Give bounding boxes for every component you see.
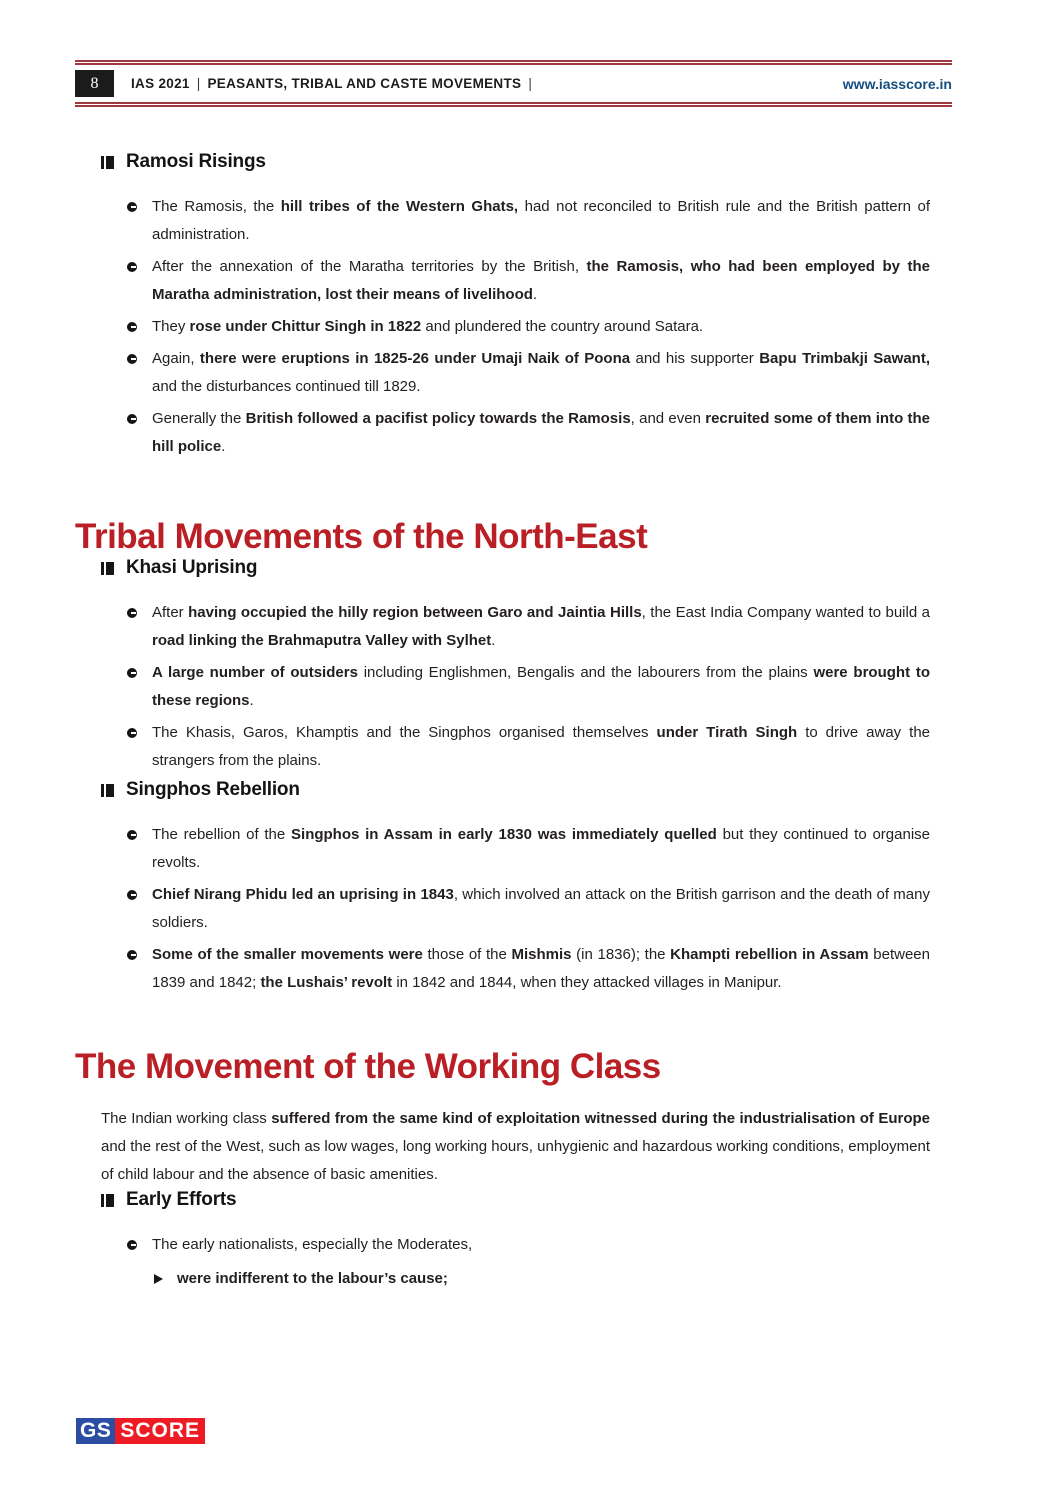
square-bullet-icon bbox=[101, 784, 114, 797]
website-link[interactable]: www.iasscore.in bbox=[842, 75, 952, 92]
circle-bullet-icon bbox=[127, 322, 137, 332]
section-title: Early Efforts bbox=[126, 1189, 237, 1210]
page-number: 8 bbox=[75, 70, 114, 97]
page-content bbox=[0, 107, 1058, 1293]
bullet-text: They rose under Chittur Singh in 1822 and plundered the country around Satara. bbox=[152, 318, 704, 335]
list-item bbox=[127, 719, 930, 775]
header-trailing-separator: | bbox=[528, 76, 533, 91]
early-efforts-bullet-list bbox=[127, 1231, 930, 1293]
circle-bullet-icon bbox=[127, 830, 137, 840]
bullet-text: After having occupied the hilly region between Garo and Jaintia Hills, the East India Company wanted to build a road linking the Brahmaputra Valley with Sylhet. bbox=[152, 604, 930, 649]
list-item bbox=[127, 659, 930, 715]
section-heading-singphos bbox=[101, 779, 930, 801]
chapter-heading-tribal-northeast: Tribal Movements of the North-East bbox=[75, 517, 648, 556]
working-class-paragraph: The Indian working class suffered from the same kind of exploitation witnessed during the industrialisation of Europe and the rest of the West, such as low wages, long working hours, unhygienic and hazardous working conditions, employment of child labour and the absence of basic amenities. bbox=[101, 1110, 931, 1183]
bullet-text: A large number of outsiders including Englishmen, Bengalis and the labourers from the plains were brought to these regions. bbox=[152, 664, 930, 709]
bullet-text: Again, there were eruptions in 1825-26 under Umaji Naik of Poona and his supporter Bapu Trimbakji Sawant, and the disturbances continued till 1829. bbox=[152, 350, 930, 395]
section-heading-early-efforts bbox=[101, 1189, 930, 1211]
logo-score-segment: SCORE bbox=[115, 1418, 205, 1444]
ramosi-bullet-list bbox=[127, 193, 930, 461]
list-item bbox=[127, 1231, 930, 1259]
list-item bbox=[127, 313, 930, 341]
singphos-bullet-list bbox=[127, 821, 930, 997]
header-bar bbox=[75, 65, 952, 102]
khasi-bullet-list bbox=[127, 599, 930, 775]
section-heading-khasi bbox=[101, 557, 930, 579]
logo-gs-segment: GS bbox=[76, 1418, 115, 1444]
gs-score-logo bbox=[76, 1418, 205, 1444]
square-bullet-icon bbox=[101, 156, 114, 169]
bullet-text: Some of the smaller movements were those of the Mishmis (in 1836); the Khampti rebellion in Assam between 1839 and 1842; the Lushais’ revolt in 1842 and 1844, when they attacked villages in Manipur. bbox=[152, 946, 930, 991]
sub-bullet-text: were indifferent to the labour’s cause; bbox=[177, 1270, 448, 1287]
bullet-text: The early nationalists, especially the Moderates, bbox=[152, 1236, 473, 1253]
list-item bbox=[127, 193, 930, 249]
circle-bullet-icon bbox=[127, 414, 137, 424]
list-item bbox=[127, 599, 930, 655]
section-title: Singphos Rebellion bbox=[126, 779, 300, 800]
list-item bbox=[127, 253, 930, 309]
section-title: Khasi Uprising bbox=[126, 557, 258, 578]
arrow-bullet-icon bbox=[154, 1274, 163, 1284]
bullet-text: Chief Nirang Phidu led an uprising in 1843, which involved an attack on the British garrison and the death of many soldiers. bbox=[152, 886, 930, 931]
circle-bullet-icon bbox=[127, 354, 137, 364]
list-item bbox=[127, 405, 930, 461]
bullet-text: After the annexation of the Maratha territories by the British, the Ramosis, who had been employed by the Maratha administration, lost their means of livelihood. bbox=[152, 258, 931, 303]
header-separator: | bbox=[196, 76, 201, 91]
header-course: IAS 2021 bbox=[131, 76, 190, 91]
bullet-text: The Khasis, Garos, Khamptis and the Singphos organised themselves under Tirath Singh to drive away the strangers from the plains. bbox=[152, 724, 931, 769]
section-title: Ramosi Risings bbox=[126, 151, 266, 172]
circle-bullet-icon bbox=[127, 202, 137, 212]
list-item bbox=[127, 821, 930, 877]
circle-bullet-icon bbox=[127, 262, 137, 272]
bullet-text: The Ramosis, the hill tribes of the Western Ghats, had not reconciled to British rule and the British pattern of administration. bbox=[152, 198, 930, 243]
bullet-text: Generally the British followed a pacifist policy towards the Ramosis, and even recruited some of them into the hill police. bbox=[152, 410, 931, 455]
page-header bbox=[75, 60, 952, 107]
circle-bullet-icon bbox=[127, 668, 137, 678]
section-heading-ramosi bbox=[101, 151, 930, 173]
square-bullet-icon bbox=[101, 1194, 114, 1207]
header-title bbox=[131, 76, 539, 91]
square-bullet-icon bbox=[101, 562, 114, 575]
list-item bbox=[127, 345, 930, 401]
circle-bullet-icon bbox=[127, 728, 137, 738]
circle-bullet-icon bbox=[127, 890, 137, 900]
bullet-text: The rebellion of the Singphos in Assam in early 1830 was immediately quelled but they continued to organise revolts. bbox=[152, 826, 930, 871]
sub-list-item bbox=[154, 1265, 930, 1293]
circle-bullet-icon bbox=[127, 950, 137, 960]
circle-bullet-icon bbox=[127, 608, 137, 618]
circle-bullet-icon bbox=[127, 1240, 137, 1250]
list-item bbox=[127, 941, 930, 997]
chapter-heading-working-class: The Movement of the Working Class bbox=[75, 1047, 661, 1086]
list-item bbox=[127, 881, 930, 937]
header-chapter-title: PEASANTS, TRIBAL AND CASTE MOVEMENTS bbox=[207, 76, 522, 91]
